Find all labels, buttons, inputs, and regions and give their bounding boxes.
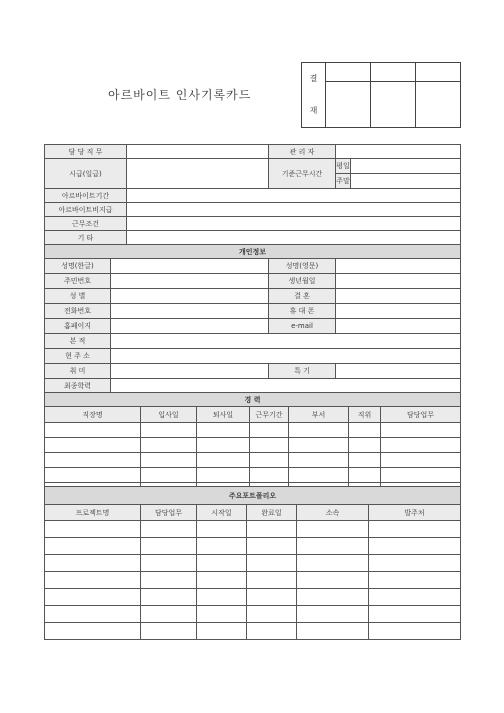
approval-label bbox=[302, 63, 326, 128]
name-en-label: 성명(영문) bbox=[269, 259, 336, 274]
name-kr-label: 성명(한글) bbox=[45, 259, 111, 274]
career-cell[interactable] bbox=[349, 453, 381, 468]
email-field[interactable] bbox=[336, 319, 461, 334]
portfolio-cell[interactable] bbox=[297, 555, 369, 572]
portfolio-cell[interactable] bbox=[197, 572, 247, 589]
portfolio-row bbox=[45, 606, 461, 623]
approval-sign-box[interactable] bbox=[416, 82, 461, 128]
education-label: 최종학력 bbox=[45, 379, 111, 394]
portfolio-cell[interactable] bbox=[297, 572, 369, 589]
gender-label: 성 별 bbox=[45, 289, 111, 304]
portfolio-table bbox=[44, 486, 461, 640]
portfolio-cell[interactable] bbox=[45, 521, 141, 538]
address-label: 현 주 소 bbox=[45, 349, 111, 364]
period-label: 아르바이트기간 bbox=[45, 189, 127, 203]
portfolio-cell[interactable] bbox=[247, 606, 297, 623]
portfolio-cell[interactable] bbox=[197, 606, 247, 623]
weekend-hours-field[interactable] bbox=[351, 174, 461, 189]
portfolio-cell[interactable] bbox=[297, 606, 369, 623]
portfolio-col-project: 프로젝트명 bbox=[45, 505, 141, 521]
marital-field[interactable] bbox=[336, 289, 461, 304]
career-cell[interactable] bbox=[197, 438, 250, 453]
special-label: 특 기 bbox=[269, 364, 336, 379]
hobby-field[interactable] bbox=[111, 364, 269, 379]
email-label: e-mail bbox=[269, 319, 336, 334]
pay-method-label: 아르바이트비지급 bbox=[45, 203, 127, 217]
career-col-leave-date: 퇴사일 bbox=[197, 407, 250, 423]
portfolio-col-duty: 담당업무 bbox=[141, 505, 197, 521]
portfolio-row bbox=[45, 521, 461, 538]
portfolio-cell[interactable] bbox=[247, 555, 297, 572]
domicile-field[interactable] bbox=[111, 334, 461, 349]
career-cell[interactable] bbox=[289, 453, 349, 468]
portfolio-cell[interactable] bbox=[141, 521, 197, 538]
career-cell[interactable] bbox=[141, 468, 197, 483]
gender-field[interactable] bbox=[111, 289, 269, 304]
hobby-label: 취 미 bbox=[45, 364, 111, 379]
portfolio-cell[interactable] bbox=[247, 572, 297, 589]
period-field[interactable] bbox=[127, 189, 461, 203]
approval-signer-header bbox=[326, 63, 371, 82]
portfolio-cell[interactable] bbox=[197, 555, 247, 572]
phone-field[interactable] bbox=[111, 304, 269, 319]
conditions-label: 근무조건 bbox=[45, 217, 127, 231]
portfolio-row bbox=[45, 555, 461, 572]
homepage-field[interactable] bbox=[111, 319, 269, 334]
approval-label-top: 결 bbox=[309, 74, 318, 83]
portfolio-row bbox=[45, 623, 461, 640]
special-field[interactable] bbox=[336, 364, 461, 379]
portfolio-cell[interactable] bbox=[369, 555, 461, 572]
portfolio-cell[interactable] bbox=[141, 589, 197, 606]
manager-label: 관 리 자 bbox=[269, 145, 336, 159]
hourly-wage-field[interactable] bbox=[127, 159, 269, 189]
career-cell[interactable] bbox=[289, 423, 349, 438]
portfolio-cell[interactable] bbox=[141, 623, 197, 640]
portfolio-cell[interactable] bbox=[141, 555, 197, 572]
portfolio-row bbox=[45, 572, 461, 589]
phone-label: 전화번호 bbox=[45, 304, 111, 319]
career-cell[interactable] bbox=[349, 423, 381, 438]
approval-sign-box[interactable] bbox=[371, 82, 416, 128]
career-cell[interactable] bbox=[141, 438, 197, 453]
career-cell[interactable] bbox=[349, 438, 381, 453]
portfolio-section-header: 주요포트폴리오 bbox=[45, 487, 461, 505]
domicile-label: 본 적 bbox=[45, 334, 111, 349]
approval-box bbox=[301, 62, 461, 128]
portfolio-cell[interactable] bbox=[247, 538, 297, 555]
career-cell[interactable] bbox=[250, 423, 289, 438]
approval-signer-header bbox=[416, 63, 461, 82]
portfolio-cell[interactable] bbox=[45, 555, 141, 572]
birth-date-field[interactable] bbox=[336, 274, 461, 289]
career-cell[interactable] bbox=[197, 423, 250, 438]
approval-label-bottom: 재 bbox=[309, 106, 318, 115]
portfolio-cell[interactable] bbox=[369, 589, 461, 606]
career-cell[interactable] bbox=[197, 453, 250, 468]
portfolio-cell[interactable] bbox=[297, 623, 369, 640]
career-cell[interactable] bbox=[45, 423, 141, 438]
portfolio-cell[interactable] bbox=[197, 521, 247, 538]
career-cell[interactable] bbox=[381, 423, 461, 438]
homepage-label: 홈페이지 bbox=[45, 319, 111, 334]
resident-no-field[interactable] bbox=[111, 274, 269, 289]
portfolio-col-start: 시작일 bbox=[197, 505, 247, 521]
mobile-label: 휴 대 폰 bbox=[269, 304, 336, 319]
other-label: 기 타 bbox=[45, 231, 127, 245]
personal-section-header: 개인정보 bbox=[45, 245, 461, 259]
career-cell[interactable] bbox=[289, 468, 349, 483]
career-cell[interactable] bbox=[45, 438, 141, 453]
manager-field[interactable] bbox=[336, 145, 461, 159]
career-cell[interactable] bbox=[141, 423, 197, 438]
portfolio-cell[interactable] bbox=[45, 572, 141, 589]
page-title: 아르바이트 인사기록카드 bbox=[108, 88, 252, 102]
portfolio-rows bbox=[45, 521, 461, 640]
portfolio-cell[interactable] bbox=[197, 623, 247, 640]
portfolio-cell[interactable] bbox=[197, 589, 247, 606]
career-cell[interactable] bbox=[197, 468, 250, 483]
career-cell[interactable] bbox=[381, 438, 461, 453]
career-cell[interactable] bbox=[250, 438, 289, 453]
weekday-hours-field[interactable] bbox=[351, 159, 461, 174]
career-row bbox=[45, 423, 461, 438]
hourly-wage-label: 시급(일급) bbox=[45, 159, 127, 189]
portfolio-row bbox=[45, 538, 461, 555]
approval-sign-box[interactable] bbox=[326, 82, 371, 128]
portfolio-cell[interactable] bbox=[297, 521, 369, 538]
career-cell[interactable] bbox=[289, 438, 349, 453]
portfolio-row bbox=[45, 589, 461, 606]
standard-hours-label: 기준근무시간 bbox=[269, 159, 336, 189]
career-cell[interactable] bbox=[381, 468, 461, 483]
portfolio-cell[interactable] bbox=[247, 589, 297, 606]
portfolio-cell[interactable] bbox=[45, 606, 141, 623]
name-kr-field[interactable] bbox=[111, 259, 269, 274]
career-row bbox=[45, 468, 461, 483]
career-col-duty: 담당업무 bbox=[381, 407, 461, 423]
portfolio-cell[interactable] bbox=[45, 623, 141, 640]
portfolio-cell[interactable] bbox=[141, 572, 197, 589]
career-col-department: 부서 bbox=[289, 407, 349, 423]
resident-no-label: 주민번호 bbox=[45, 274, 111, 289]
portfolio-header-row bbox=[45, 505, 461, 521]
address-field[interactable] bbox=[111, 349, 461, 364]
duty-field[interactable] bbox=[127, 145, 269, 159]
portfolio-cell[interactable] bbox=[369, 538, 461, 555]
portfolio-cell[interactable] bbox=[369, 623, 461, 640]
portfolio-cell[interactable] bbox=[247, 521, 297, 538]
conditions-field[interactable] bbox=[127, 217, 461, 231]
portfolio-cell[interactable] bbox=[247, 623, 297, 640]
career-table bbox=[44, 392, 461, 498]
career-cell[interactable] bbox=[250, 468, 289, 483]
portfolio-cell[interactable] bbox=[369, 572, 461, 589]
career-row bbox=[45, 438, 461, 453]
career-row bbox=[45, 453, 461, 468]
portfolio-cell[interactable] bbox=[297, 538, 369, 555]
portfolio-cell[interactable] bbox=[369, 606, 461, 623]
mobile-field[interactable] bbox=[336, 304, 461, 319]
career-cell[interactable] bbox=[141, 453, 197, 468]
career-col-position: 직위 bbox=[349, 407, 381, 423]
portfolio-col-client: 발주처 bbox=[369, 505, 461, 521]
marital-label: 결 혼 bbox=[269, 289, 336, 304]
portfolio-cell[interactable] bbox=[141, 538, 197, 555]
name-en-field[interactable] bbox=[336, 259, 461, 274]
pay-method-field[interactable] bbox=[127, 203, 461, 217]
career-cell[interactable] bbox=[45, 468, 141, 483]
portfolio-cell[interactable] bbox=[297, 589, 369, 606]
career-col-company: 직장명 bbox=[45, 407, 141, 423]
other-field[interactable] bbox=[127, 231, 461, 245]
form-main-table bbox=[44, 144, 461, 394]
career-section-header: 경 력 bbox=[45, 393, 461, 407]
portfolio-col-affiliation: 소속 bbox=[297, 505, 369, 521]
portfolio-cell[interactable] bbox=[197, 538, 247, 555]
career-cell[interactable] bbox=[349, 468, 381, 483]
portfolio-cell[interactable] bbox=[369, 521, 461, 538]
portfolio-cell[interactable] bbox=[141, 606, 197, 623]
career-col-period: 근무기간 bbox=[250, 407, 289, 423]
portfolio-col-end: 완료일 bbox=[247, 505, 297, 521]
career-header-row bbox=[45, 407, 461, 423]
portfolio-cell[interactable] bbox=[45, 589, 141, 606]
weekend-label: 주말 bbox=[336, 174, 351, 189]
approval-signer-header bbox=[371, 63, 416, 82]
career-cell[interactable] bbox=[250, 453, 289, 468]
birth-date-label: 생년월일 bbox=[269, 274, 336, 289]
portfolio-cell[interactable] bbox=[45, 538, 141, 555]
career-cell[interactable] bbox=[381, 453, 461, 468]
career-col-join-date: 입사일 bbox=[141, 407, 197, 423]
career-cell[interactable] bbox=[45, 453, 141, 468]
duty-label: 담 당 직 무 bbox=[45, 145, 127, 159]
weekday-label: 평일 bbox=[336, 159, 351, 174]
